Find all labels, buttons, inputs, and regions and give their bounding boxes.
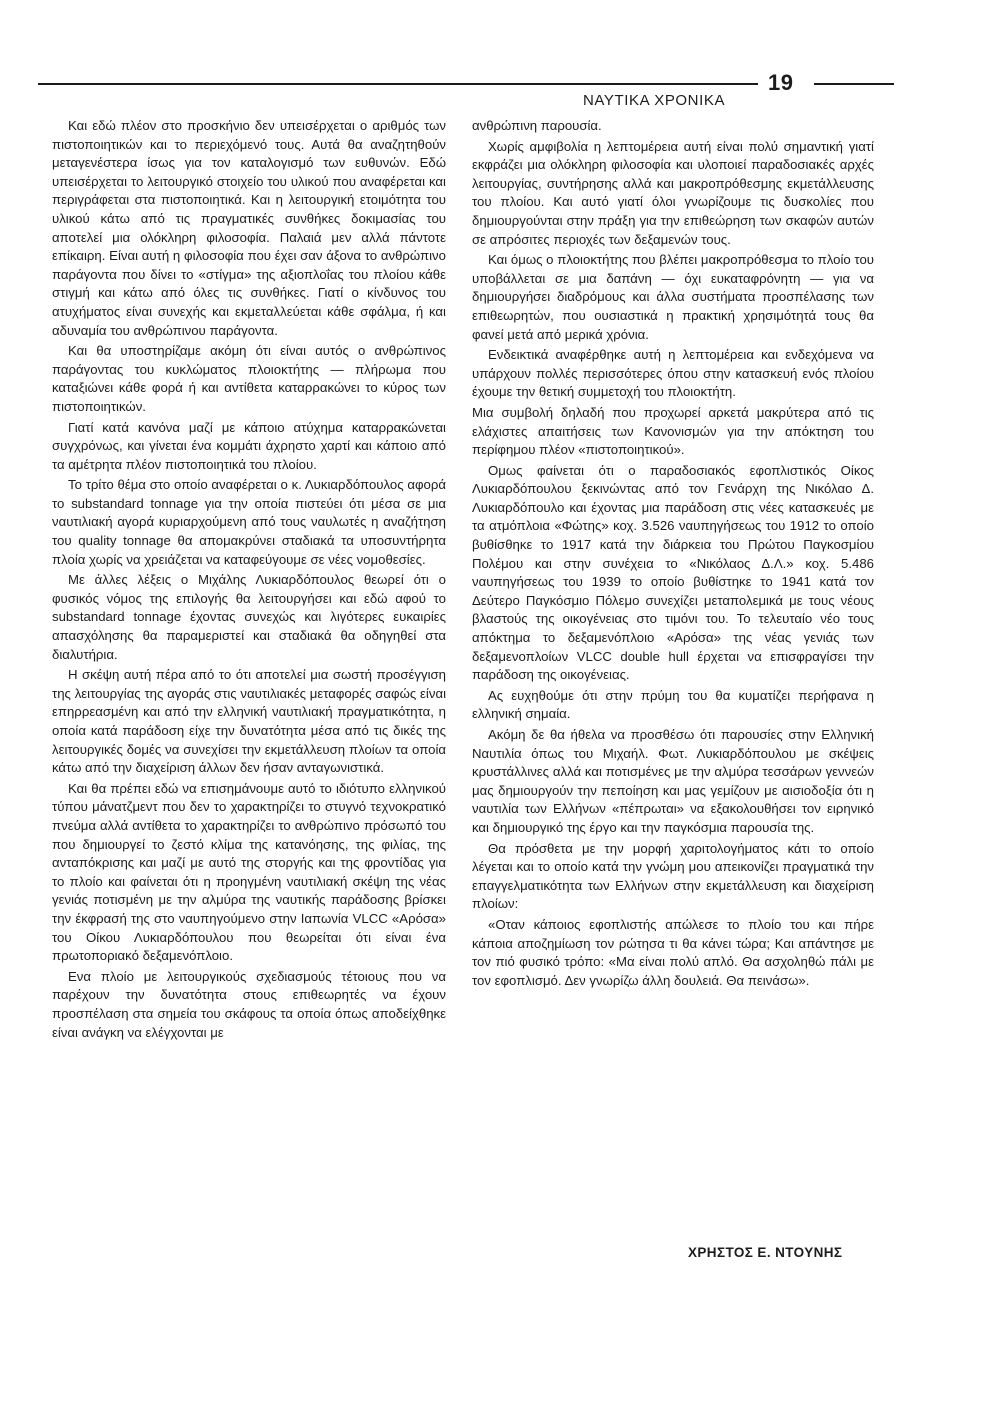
left-paragraph-7: Και θα πρέπει εδώ να επισημάνουμε αυτό το ιδιότυπο ελληνικού τύπου μάνατζμεντ που δεν το χαρακτηρίζει το στυγνό τεχνοκρατικό πνεύμα αλλά αντίθετα το χαρακτηρίζει το ανθρώπινο πρόσωπό του που δημιουργεί το ζεστό κλίμα της κατανόησης, της φιλίας, της ανταπόκρισης και μαζί με αυτό της στοργής και της φροντίδας για το πλοίο και φαίνεται ότι η προηγμένη ναυτιλιακή σκέψη της νέας γενιάς ποτισμένη με την αλμύρα της ναυτικής παράδοσης βρίσκει την έκφρασή της στο ναυπηγούμενο στην Ιαπωνία VLCC «Αρόσα» του Οίκου Λυκιαρδόπουλου που θεωρείται ότι είναι ένα πρωτοποριακό δεξαμενόπλοιο. bbox=[52, 780, 446, 964]
page-number: 19 bbox=[768, 70, 794, 95]
right-paragraph-2: Χωρίς αμφιβολία η λεπτομέρεια αυτή είναι πολύ σημαντική γιατί εκφράζει μια ολόκληρη φιλοσοφία και υλοποιεί παραδοσιακές αρχές λειτουργίας, συντήρησης αλλά και μακροπρόθεσμης εκμετάλλευσης του πλοίου. Και αυτό γιατί όλοι γνωρίζουμε τις δυσκολίες που δημιουργούνται στην πράξη για την επιθεώρηση των σκαφών αυτών σε απρόσιτες περιοχές των δεξαμενών τους. bbox=[472, 138, 874, 247]
right-paragraph-7: Ας ευχηθούμε ότι στην πρύμη του θα κυματίζει περήφανα η ελληνική σημαία. bbox=[472, 687, 874, 722]
left-paragraph-4: Το τρίτο θέμα στο οποίο αναφέρεται ο κ. Λυκιαρδόπουλος αφορά το substandard tonnage για την οποία πιστεύει ότι μέσα σε μια ναυτιλιακή αγορά κυριαρχούμενη από τους ναυλωτές η αναζήτηση του quality tonnage θα απομακρύνει σταδιακά τα υποσυντήρητα πλοία χωρίς να χρειάζεται να καταφεύγουμε σε νέες νομοθεσίες. bbox=[52, 477, 446, 567]
author-signature: ΧΡΗΣΤΟΣ Ε. ΝΤΟΥΝΗΣ bbox=[688, 1245, 843, 1260]
left-paragraph-3: Γιατί κατά κανόνα μαζί με κάποιο ατύχημα καταρρακώνεται συγχρόνως, και γίνεται ένα κομμάτι άχρηστο χαρτί και κάποιο από τα αμέτρητα πλέον πιστοποιητικά του πλοίου. bbox=[52, 419, 446, 472]
right-paragraph-9: Θα πρόσθετα με την μορφή χαριτολογήματος κάτι το οποίο λέγεται και το οποίο κατά την γνώμη μου απεικονίζει πραγματικά την επαγγελματικότητα των Ελλήνων στην εκμετάλλευση και διαχείριση πλοίων: bbox=[472, 840, 874, 912]
right-paragraph-1: ανθρώπινη παρουσία. bbox=[472, 118, 602, 133]
right-paragraph-8: Ακόμη δε θα ήθελα να προσθέσω ότι παρουσίες στην Ελληνική Ναυτιλία όπως του Μιχαήλ. Φωτ. Λυκιαρδόπουλου με σκέψεις κρυστάλλινες αλλά και ποτισμένες με την αλμύρα τεσσάρων γεννεών μας δημιουργούν την πεποίηση και μας γεμίζουν με αισιοδοξία ότι η ναυτιλία των Ελλήνων «πέπρωται» να εξακολουθήσει τον ειρηνικό και δημιουργικό της έργο και την παγκόσμια παρουσία της. bbox=[472, 727, 874, 835]
left-paragraph-6: Η σκέψη αυτή πέρα από το ότι αποτελεί μια σωστή προσέγγιση της λειτουργίας της αγοράς στις ναυτιλιακές μεταφορές σαφώς είναι επηρρεασμένη και από την ελληνική ναυτιλιακή πραγματικότητα, η οποία κατά παράδοση είχε την δυνατότητα μέσα από τις δικές της λειτουργικές δομές να συνεχίσει την εκμετάλλευση πλοίων τα οποία κάτω από την διαχείριση άλλων δεν ήσαν ανταγωνιστικά. bbox=[52, 667, 446, 776]
left-paragraph-2: Και θα υποστηρίζαμε ακόμη ότι είναι αυτός ο ανθρώπινος παράγοντας του κυκλώματος πλοιοκτήτης — πλήρωμα που καταξιώνει κάθε φορά ή και αντίθετα καταρρακώνει το κύρος των πιστοποιητικών. bbox=[52, 343, 446, 414]
right-paragraph-5: Μια συμβολή δηλαδή που προχωρεί αρκετά μακρύτερα από τις ελάχιστες απαιτήσεις των Κανονισμών για την απόκτηση του περίφημου πλέον «πιστοποιητικού». bbox=[472, 404, 874, 458]
left-paragraph-1: Και εδώ πλέον στο προσκήνιο δεν υπεισέρχεται ο αριθμός των πιστοποιητικών και το περιεχόμενό τους. Αυτά θα αναζητηθούν μεταγενέστερα ίσως για τον καταλογισμό των ευθυνών. Εδώ υπεισέρχεται το λειτουργικό στοιχείο του υλικού που αναφέρεται και περιγράφεται στα πιστοποιητικά. Και η λειτουργική ετοιμότητα του υλικού κάτω από τις πραγματικές συνθήκες δοκιμασίας του αποτελεί μια ολόκληρη φιλοσοφία. Παλαιά μεν αλλά πάντοτε επίκαιρη. Είναι αυτή η φιλοσοφία που έχει σαν άξονα το ανθρώπινο παράγοντα που δίνει το «στίγμα» της αξιοπλοΐας του πλοίου κάθε στιγμή και κάτω από όλες τις συνθήκες. Γιατί ο κίνδυνος του ατυχήματος είναι συνεχής και εκμεταλλεύεται κάθε σφάλμα, ή και αδυναμία του ανθρώπινου παράγοντα. bbox=[52, 118, 446, 338]
right-paragraph-10: «Οταν κάποιος εφοπλιστής απώλεσε το πλοίο του και πήρε κάποια αποζημίωση τον ρώτησα τι θα κάνει τώρα; Και απάντησε με τον πιό φυσικό τρόπο: «Μα είναι πολύ απλό. Θα ασχοληθώ πάλι με τον εφοπλισμό. Δεν γνωρίζω άλλη δουλειά. Θα πεινάσω». bbox=[472, 916, 874, 988]
header-rule-right bbox=[814, 83, 894, 85]
right-column bbox=[472, 117, 874, 992]
journal-title: ΝΑΥΤΙΚΑ ΧΡΟΝΙΚΑ bbox=[583, 92, 726, 109]
left-paragraph-5: Με άλλες λέξεις ο Μιχάλης Λυκιαρδόπουλος θεωρεί ότι ο φυσικός νόμος της επιλογής θα λειτουργήσει και εδώ αφού το substandard tonnage έχοντας συνεχώς και λιγότερες ευκαιρίες απασχόλησης θα παραμεριστεί και σταδιακά θα οδηγηθεί στα διαλυτήρια. bbox=[52, 572, 446, 662]
left-column bbox=[52, 117, 446, 1044]
right-paragraph-4: Ενδεικτικά αναφέρθηκε αυτή η λεπτομέρεια και ενδεχόμενα να υπάρχουν πολλές περισσότερες όπου στην κατασκευή ενός πλοίου έχουμε την θετική συμμετοχή του πλοιοκτήτη. bbox=[472, 347, 874, 400]
left-paragraph-8: Ενα πλοίο με λειτουργικούς σχεδιασμούς τέτοιους που να παρέχουν την δυνατότητα στους επιθεωρητές να έχουν προσπέλαση στα σημεία του σκάφους τα οποία όπως αποδείχθηκε είναι ανάγκη να ελέγχονται με bbox=[52, 968, 446, 1040]
right-paragraph-6: Ομως φαίνεται ότι ο παραδοσιακός εφοπλιστικός Οίκος Λυκιαρδόπουλου ξεκινώντας από τον Γενάρχη της Νικόλαο Δ. Λυκιαρδόπουλο και έχοντας μια παράδοση στις νέες κατασκευές με τα ατμόπλοια «Φώτης» κοχ. 3.526 ναυπηγήσεως του 1912 το οποίο βυθίσθηκε το 1917 κατά την διάρκεια του Πρώτου Παγκοσμίου Πολέμου και στην συνέχεια το «Νικόλαος Δ.Λ.» κοχ. 5.486 ναυπηγήσεως του 1939 το οποίο βυθίστηκε το 1941 κατά τον Δεύτερο Παγκόσμιο Πόλεμο συνεχίζει μεταπολεμικά με τους νέους βλαστούς της οικογένειας στο τιμόνι του. Το τελευταίο νέο τους απόκτημα το δεξαμενόπλοιο «Αρόσα» της νέας γενιάς των δεξαμενοπλοίων VLCC double hull έρχεται να επισφραγίσει την παράδοση της οικογένειας. bbox=[472, 462, 874, 683]
right-paragraph-3: Και όμως ο πλοιοκτήτης που βλέπει μακροπρόθεσμα το πλοίο του υποβάλλεται σε μια δαπάνη — όχι ευκαταφρόνητη — για να δημιουργήσει διαδρόμους και άλλα συστήματα προσπέλασης των επιθεωρητών, που ουσιαστικά η πρακτική χρησιμότητά τους θα φανεί μετά από μερικά χρόνια. bbox=[472, 252, 874, 342]
header-rule-left bbox=[38, 83, 758, 85]
